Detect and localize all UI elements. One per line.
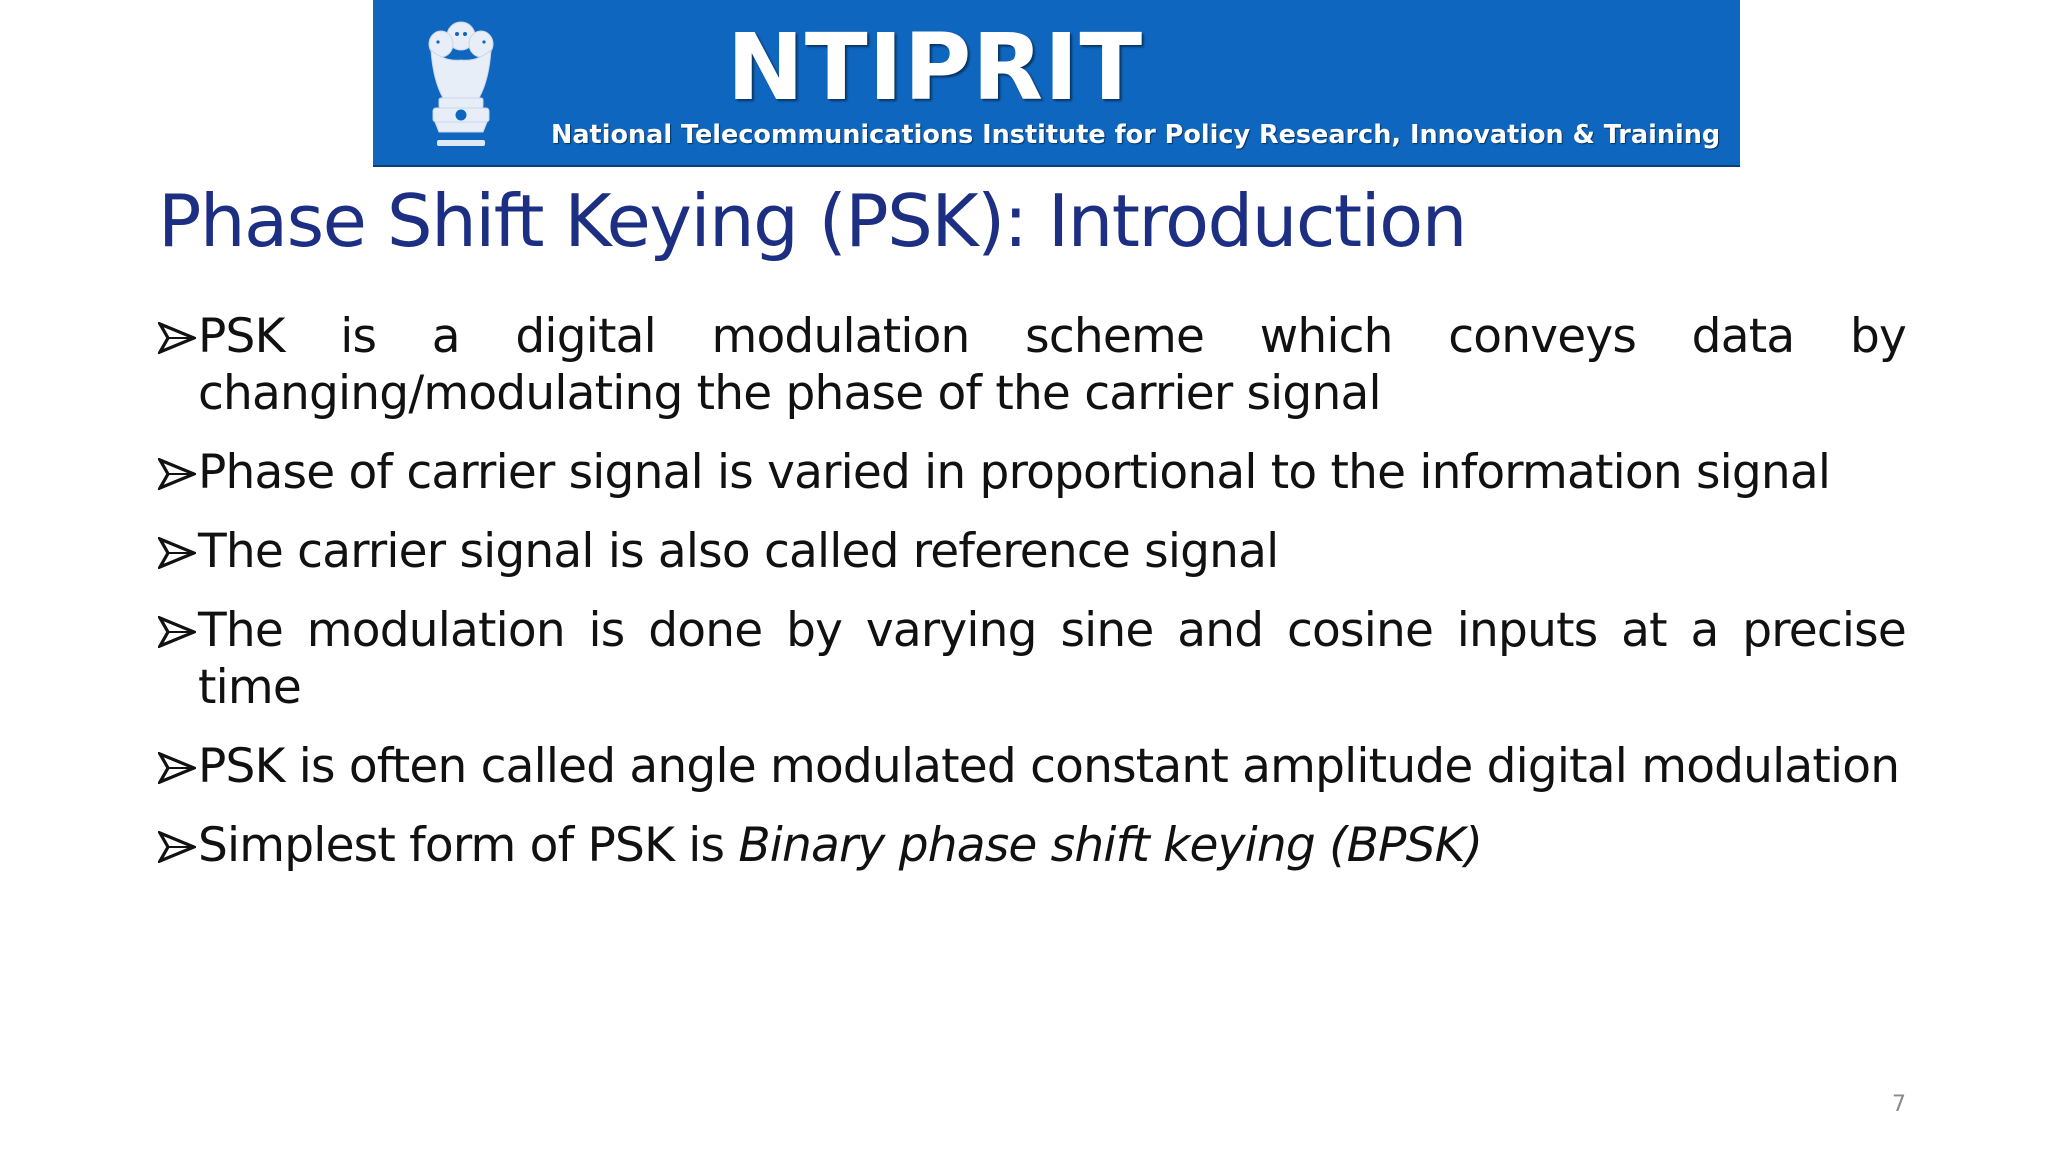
bullet-text: Simplest form of PSK is: [198, 818, 739, 873]
bullet-list: [158, 308, 1906, 896]
bullet-text: PSK is a digital modulation scheme which conveys data by changing/modulating the phase of the carrier signal: [198, 309, 1906, 421]
arrow-bullet-icon: [158, 616, 196, 648]
arrow-bullet-icon: [158, 537, 196, 569]
bullet-text: The modulation is done by varying sine and cosine inputs at a precise time: [198, 603, 1906, 715]
national-emblem-icon: [413, 10, 509, 156]
bullet-text-italic: Binary phase shift keying (BPSK): [738, 818, 1483, 873]
bullet-item: [158, 523, 1906, 580]
bullet-item: [158, 602, 1906, 716]
bullet-item: [158, 444, 1906, 501]
page-number: 7: [1892, 1092, 1906, 1117]
bullet-text: PSK is often called angle modulated constant amplitude digital modulation: [198, 739, 1900, 794]
header-banner: [373, 0, 1740, 167]
arrow-bullet-icon: [158, 322, 196, 354]
bullet-text: The carrier signal is also called reference signal: [198, 524, 1279, 579]
bullet-text: Phase of carrier signal is varied in proportional to the information signal: [198, 445, 1831, 500]
bullet-item: [158, 738, 1906, 795]
banner-subtitle: National Telecommunications Institute for Policy Research, Innovation & Training: [551, 120, 1721, 150]
arrow-bullet-icon: [158, 831, 196, 863]
bullet-item: [158, 817, 1906, 874]
banner-title: NTIPRIT: [726, 14, 1144, 121]
bullet-item: [158, 308, 1906, 422]
arrow-bullet-icon: [158, 458, 196, 490]
arrow-bullet-icon: [158, 752, 196, 784]
slide-title: Phase Shift Keying (PSK): Introduction: [158, 179, 1466, 263]
